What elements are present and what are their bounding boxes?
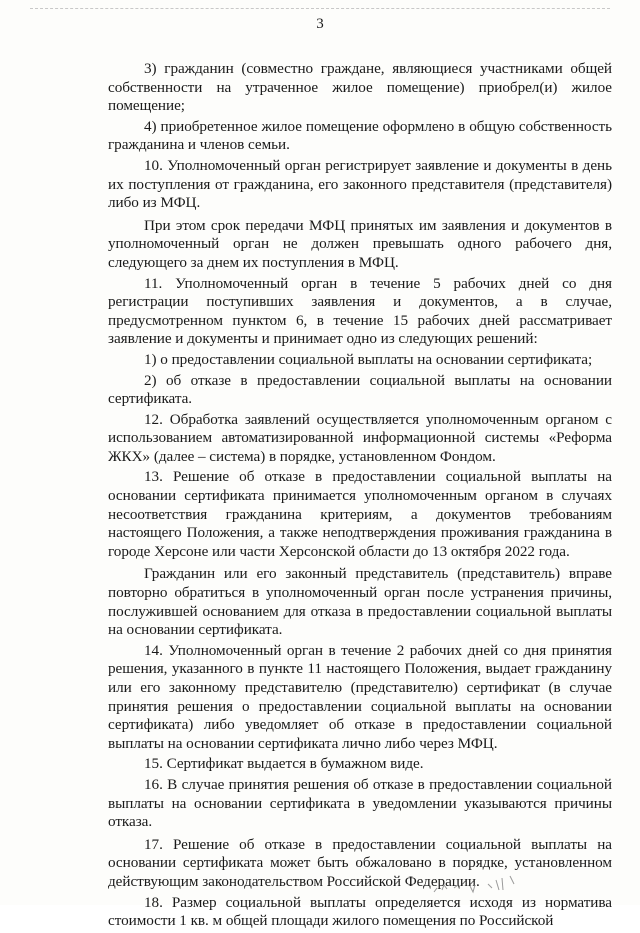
- page-number: 3: [316, 16, 324, 32]
- paragraph-15: 15. Сертификат выдается в бумажном виде.: [144, 755, 424, 773]
- paragraph-10: 10. Уполномоченный орган регистрирует заявление и документы в день их поступления от гражданина, его законного представителя (представителя) либо из МФЦ.: [108, 156, 612, 212]
- document-body: [108, 60, 612, 933]
- paragraph-item-4: 4) приобретенное жилое помещение оформлено в общую собственность гражданина и членов семьи.: [108, 117, 612, 154]
- paragraph-item-3: 3) гражданин (совместно граждане, являющиеся участниками общей собственности на утраченное жилое помещение) приобрел(и) жилое помещение;: [108, 60, 612, 115]
- scan-artifact-marks: [430, 872, 540, 898]
- paragraph-12: 12. Обработка заявлений осуществляется уполномоченным органом с использованием автоматизированной информационной системы «Реформа ЖКХ» (далее – система) в порядке, установленном Фондом.: [108, 410, 612, 465]
- paragraph-11-option-1: 1) о предоставлении социальной выплаты на основании сертификата;: [144, 350, 593, 368]
- paragraph-11: 11. Уполномоченный орган в течение 5 рабочих дней со дня регистрации поступивших заявления и документов, а в случае, предусмотренном пунктом 6, в течение 15 рабочих дней рассматривает заявление и документы и принимает одно из следующих решений:: [108, 274, 612, 348]
- paragraph-13: 13. Решение об отказе в предоставлении социальной выплаты на основании сертификата принимается уполномоченным органом в случаях несоответствия гражданина критериям, а документов требованиям настоящего Положения, а также неподтверждения проживания гражданина в городе Херсоне или части Херсонской области до 13 октября 2022 года.: [108, 468, 612, 560]
- paragraph-11-option-2: 2) об отказе в предоставлении социальной выплаты на основании сертификата.: [108, 371, 612, 408]
- paragraph-16: 16. В случае принятия решения об отказе в предоставлении социальной выплаты на основании сертификата в уведомлении указываются причины отказа.: [108, 775, 612, 831]
- scan-edge-line: [30, 8, 610, 9]
- paragraph-14: 14. Уполномоченный орган в течение 2 рабочих дней со дня принятия решения, указанного в пункте 11 настоящего Положения, выдает гражданину или его законному представителю (представителю) сертификат (в случае принятия решения о предоставлении социальной выплаты на основании сертификата) либо уведомляет об отказе в предоставлении социальной выплаты на основании сертификата лично либо через МФЦ.: [108, 641, 612, 752]
- paragraph-18: 18. Размер социальной выплаты определяется исходя из норматива стоимости 1 кв. м общей площади жилого помещения по Российской: [108, 893, 612, 930]
- paragraph-10-continuation: При этом срок передачи МФЦ принятых им заявления и документов в уполномоченный орган не должен превышать одного рабочего дня, следующего за днем их поступления в МФЦ.: [108, 216, 612, 271]
- paragraph-13-continuation: Гражданин или его законный представитель (представитель) вправе повторно обратиться в уполномоченный орган после устранения причины, послужившей основанием для отказа в предоставлении социальной выплаты на основании сертификата.: [108, 565, 612, 639]
- paragraph-17: 17. Решение об отказе в предоставлении социальной выплаты на основании сертификата может быть обжаловано в порядке, установленном действующим законодательством Российской Федерации.: [108, 835, 612, 890]
